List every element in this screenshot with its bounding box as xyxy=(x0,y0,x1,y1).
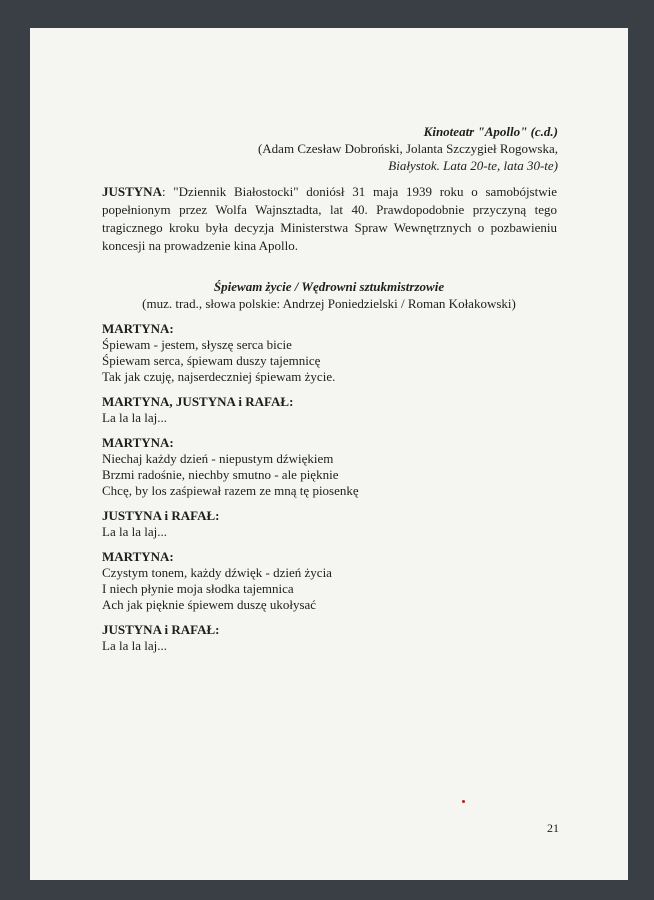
stanza xyxy=(102,508,220,540)
stanza-speaker: MARTYNA: xyxy=(102,321,174,336)
stanza xyxy=(102,394,293,426)
song-title: Śpiewam życie / Wędrowni sztukmistrzowie xyxy=(213,279,445,294)
source-location: Białystok. Lata 20-te, lata 30-te) xyxy=(388,158,558,173)
lyric-line: Ach jak pięknie śpiewem duszę ukołysać xyxy=(102,597,317,612)
stanza xyxy=(102,622,220,654)
page-number: 21 xyxy=(547,821,559,835)
source-authors: (Adam Czesław Dobroński, Jolanta Szczygieł Rogowska, xyxy=(257,141,558,156)
stanza xyxy=(102,549,332,613)
song-credits: (muz. trad., słowa polskie: Andrzej Poniedzielski / Roman Kołakowski) xyxy=(142,296,516,311)
lyric-line: La la la laj... xyxy=(102,638,167,653)
lyric-line: La la la laj... xyxy=(102,410,167,425)
intro-paragraph xyxy=(102,183,557,255)
red-dot-mark xyxy=(462,800,465,803)
song-heading xyxy=(102,278,556,312)
source-header xyxy=(258,123,558,174)
lyric-line: Chcę, by los zaśpiewał razem ze mną tę piosenkę xyxy=(102,483,359,498)
stanza xyxy=(102,321,335,385)
intro-speaker: JUSTYNA xyxy=(102,184,162,199)
stanza-speaker: MARTYNA: xyxy=(102,549,174,564)
stanza xyxy=(102,435,359,499)
lyric-line: La la la laj... xyxy=(102,524,167,539)
lyric-line: Tak jak czuję, najserdeczniej śpiewam życie. xyxy=(102,369,336,384)
intro-text: : "Dziennik Białostocki" doniósł 31 maja 1939 roku o samobójstwie popełnionym przez Wolfa Wajnsztadta, lat 40. Prawdopodobnie przyczyną tego tragicznego kroku była decyzja Ministerstwa Spraw Wewnętrznych o pozbawieniu koncesji na prowadzenie kina Apollo. xyxy=(102,184,557,253)
lyric-line: I niech płynie moja słodka tajemnica xyxy=(102,581,294,596)
lyric-line: Śpiewam serca, śpiewam duszy tajemnicę xyxy=(102,353,321,368)
lyric-line: Czystym tonem, każdy dźwięk - dzień życia xyxy=(102,565,332,580)
source-title: Kinoteatr "Apollo" (c.d.) xyxy=(423,124,558,139)
stanza-speaker: MARTYNA, JUSTYNA i RAFAŁ: xyxy=(102,394,294,409)
stanza-speaker: JUSTYNA i RAFAŁ: xyxy=(102,622,220,637)
stanza-speaker: MARTYNA: xyxy=(102,435,174,450)
stanza-speaker: JUSTYNA i RAFAŁ: xyxy=(102,508,220,523)
lyric-line: Brzmi radośnie, niechby smutno - ale pięknie xyxy=(102,467,339,482)
lyric-line: Niechaj każdy dzień - niepustym dźwiękiem xyxy=(102,451,334,466)
document-page xyxy=(30,28,628,880)
lyric-line: Śpiewam - jestem, słyszę serca bicie xyxy=(102,337,292,352)
